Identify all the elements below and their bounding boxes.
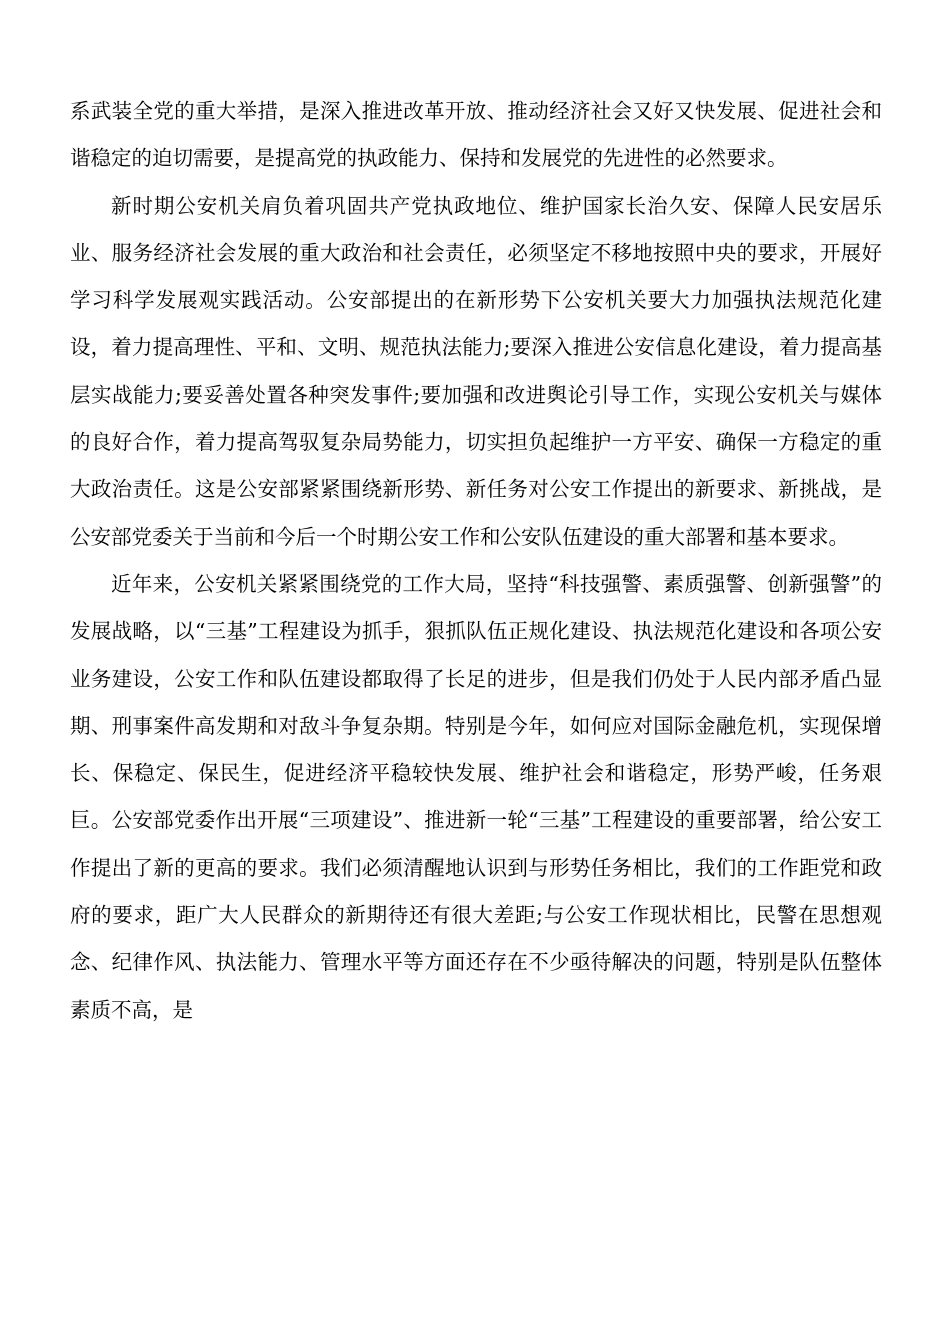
paragraph-recent-years: 近年来，公安机关紧紧围绕党的工作大局，坚持“科技强警、素质强警、创新强警”的发展战略，以“三基”工程建设为抓手，狠抓队伍正规化建设、执法规范化建设和各项公安业务建设，公安工作和队伍建设都取得了长足的进步，但是我们仍处于人民内部矛盾凸显期、刑事案件高发期和对敌斗争复杂期。特别是今年，如何应对国际金融危机，实现保增长、保稳定、保民生，促进经济平稳较快发展、维护社会和谐稳定，形势严峻，任务艰巨。公安部党委作出开展“三项建设”、推进新一轮“三基”工程建设的重要部署，给公安工作提出了新的更高的要求。我们必须清醒地认识到与形势任务相比，我们的工作距党和政府的要求，距广大人民群众的新期待还有很大差距;与公安工作现状相比，民警在思想观念、纪律作风、执法能力、管理水平等方面还存在不少亟待解决的问题，特别是队伍整体素质不高，是: [70, 571, 882, 1022]
document-page: [70, 88, 882, 1034]
paragraph-police-responsibility: 新时期公安机关肩负着巩固共产党执政地位、维护国家长治久安、保障人民安居乐业、服务经济社会发展的重大政治和社会责任，必须坚定不移地按照中央的要求，开展好学习科学发展观实践活动。公安部提出的在新形势下公安机关要大力加强执法规范化建设，着力提高理性、平和、文明、规范执法能力;要深入推进公安信息化建设，着力提高基层实战能力;要妥善处置各种突发事件;要加强和改进舆论引导工作，实现公安机关与媒体的良好合作，着力提高驾驭复杂局势能力，切实担负起维护一方平安、确保一方稳定的重大政治责任。这是公安部紧紧围绕新形势、新任务对公安工作提出的新要求、新挑战，是公安部党委关于当前和今后一个时期公安工作和公安队伍建设的重大部署和基本要求。: [70, 193, 882, 549]
paragraph-continuation: 系武装全党的重大举措，是深入推进改革开放、推动经济社会又好又快发展、促进社会和谐稳定的迫切需要，是提高党的执政能力、保持和发展党的先进性的必然要求。: [70, 99, 882, 171]
